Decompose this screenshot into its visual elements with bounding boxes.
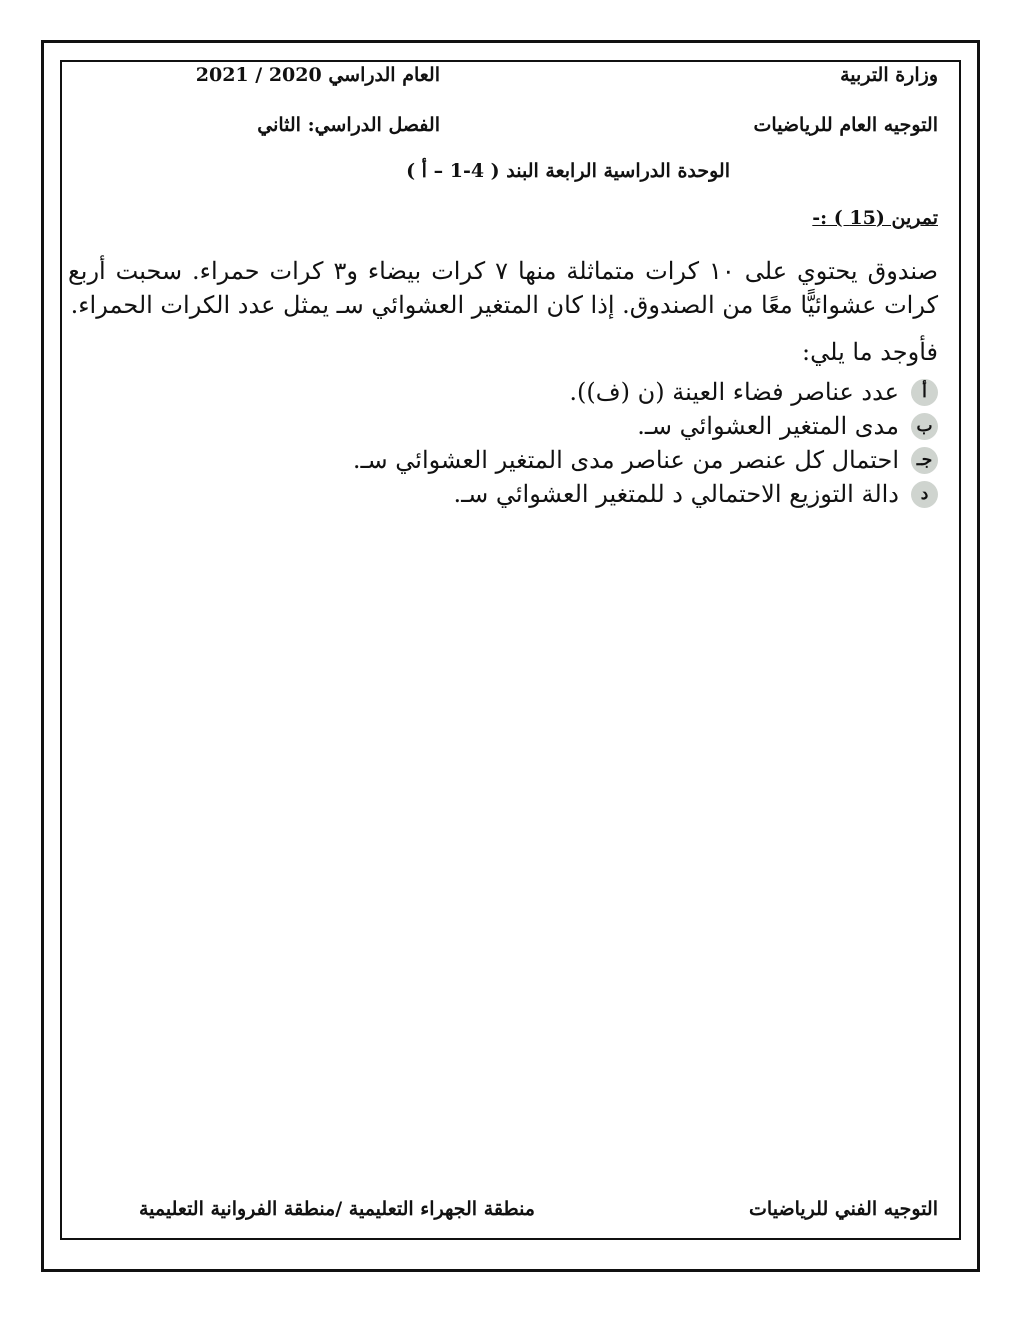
- item-letter-badge: د: [911, 481, 938, 508]
- item-text: دالة التوزيع الاحتمالي د للمتغير العشوائي سـ.: [453, 480, 899, 508]
- unit-title: الوحدة الدراسية الرابعة البند ( 4-1 – أ ): [406, 160, 730, 182]
- exercise-title: تمرين (15 ) :-: [812, 207, 938, 229]
- item-letter-badge: أ: [911, 379, 938, 406]
- item-text: احتمال كل عنصر من عناصر مدى المتغير العشوائي سـ.: [352, 446, 899, 474]
- semester: الفصل الدراسي: الثاني: [257, 114, 440, 136]
- item-letter-badge: جـ: [911, 447, 938, 474]
- footer-regions: منطقة الجهراء التعليمية /منطقة الفروانية التعليمية: [138, 1198, 535, 1220]
- general-guidance: التوجيه العام للرياضيات: [753, 114, 938, 136]
- list-item: [353, 375, 938, 409]
- problem-statement: صندوق يحتوي على ١٠ كرات متماثلة منها ٧ كرات بيضاء و٣ كرات حمراء. سحبت أربع كرات عشوائيًّا معًا من الصندوق. إذا كان المتغير العشوائي سـ يمثل عدد الكرات الحمراء.: [68, 257, 939, 319]
- item-text: عدد عناصر فضاء العينة (ن (ف)).: [569, 378, 899, 406]
- instruction: فأوجد ما يلي:: [802, 338, 938, 366]
- list-item: [353, 409, 938, 443]
- academic-year: العام الدراسي 2020 / 2021: [195, 64, 440, 86]
- ministry-name: وزارة التربية: [840, 64, 938, 86]
- item-letter-badge: ب: [911, 413, 938, 440]
- item-text: مدى المتغير العشوائي سـ.: [637, 412, 899, 440]
- footer-technical-guidance: التوجيه الفني للرياضيات: [749, 1198, 938, 1220]
- list-item: [353, 443, 938, 477]
- inner-border: [60, 60, 961, 1240]
- question-list: [353, 375, 938, 511]
- list-item: [353, 477, 938, 511]
